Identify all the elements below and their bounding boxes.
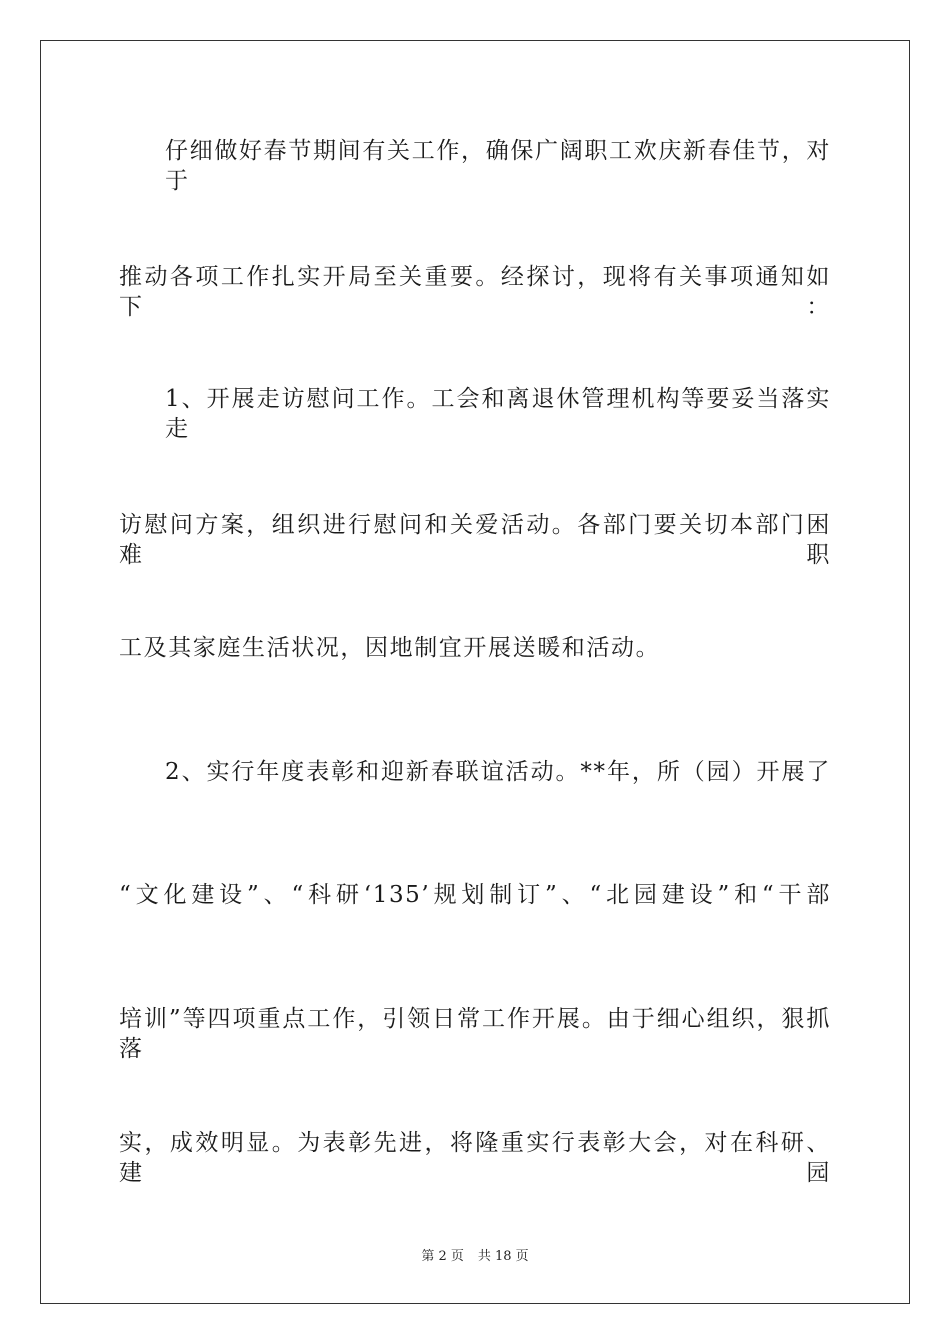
paragraph-line: 仔细做好春节期间有关工作，确保广阔职工欢庆新春佳节，对于 [165, 138, 831, 194]
paragraph-line: 访慰问方案，组织进行慰问和关爱活动。各部门要关切本部门困难职 [119, 512, 831, 568]
paragraph-line: 推动各项工作扎实开局至关重要。经探讨，现将有关事项通知如下： [119, 264, 831, 320]
paragraph-line: “文化建设”、“科研‘135’规划制订”、“北园建设”和“干部 [119, 882, 831, 908]
page-number: 第 2 页 [421, 1249, 464, 1264]
paragraph-line: 2、实行年度表彰和迎新春联谊活动。**年，所（园）开展了 [165, 759, 831, 785]
page-total: 共 18 页 [477, 1249, 529, 1264]
paragraph-line: 培训”等四项重点工作，引领日常工作开展。由于细心组织，狠抓落 [119, 1006, 831, 1062]
paragraph-line: 1、开展走访慰问工作。工会和离退休管理机构等要妥当落实走 [165, 386, 831, 442]
page-border [40, 40, 910, 1304]
paragraph-line: 工及其家庭生活状况，因地制宜开展送暖和活动。 [119, 635, 661, 661]
page-footer [0, 1249, 950, 1265]
paragraph-line: 实，成效明显。为表彰先进，将隆重实行表彰大会，对在科研、建园 [119, 1130, 831, 1186]
